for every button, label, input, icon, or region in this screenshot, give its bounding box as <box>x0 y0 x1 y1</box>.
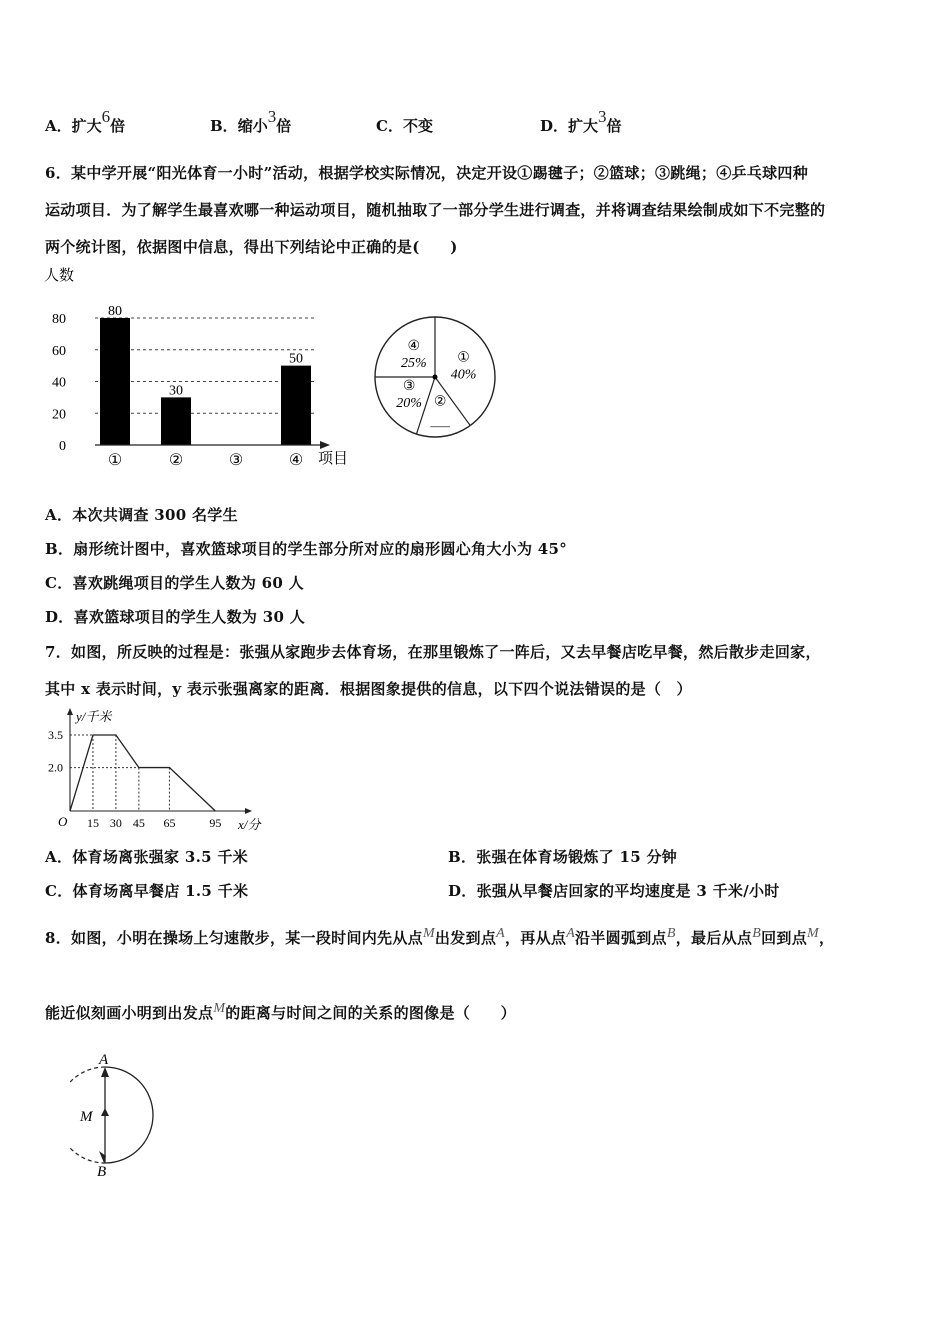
q5-option-a <box>45 107 126 136</box>
pie-chart-slices <box>375 317 495 437</box>
y-tick-label: 20 <box>52 407 66 423</box>
bar-chart-x-arrow <box>320 441 330 449</box>
point-m: M <box>807 926 819 941</box>
stem-text: ，再从点 <box>504 929 567 947</box>
point-m: M <box>422 926 435 941</box>
option-text: 扩大 <box>568 117 599 135</box>
label-b: B <box>97 1164 107 1180</box>
bar-chart-ylabel: 人数 <box>44 268 75 284</box>
q6-option-a: A．本次共调查 300 名学生 <box>45 506 238 524</box>
stem-text: 的距离与时间之间的关系的图像是（ ） <box>225 1004 516 1022</box>
line-graph-axes <box>48 708 262 832</box>
bar-data-label: 30 <box>169 383 183 399</box>
pie-slice-mark: ④ <box>407 338 421 354</box>
stem-text: ， <box>818 929 835 947</box>
option-text: 不变 <box>402 117 433 135</box>
stem-text: 沿半圆弧到点 <box>575 929 667 947</box>
x-tick-label: 65 <box>163 816 176 830</box>
option-number: 3 <box>598 107 607 126</box>
distance-line <box>70 735 215 811</box>
bar-chart-yticks <box>52 312 66 454</box>
option-text: 扩大 <box>71 117 102 135</box>
q6-option-c: C．喜欢跳绳项目的学生人数为 60 人 <box>45 574 304 592</box>
point-a: A <box>566 926 576 941</box>
x-tick-label: 15 <box>86 816 99 830</box>
option-letter: D． <box>540 117 569 135</box>
q5-option-d <box>540 107 622 136</box>
bar-data-label: 50 <box>289 351 303 367</box>
q6-option-d: D．喜欢篮球项目的学生人数为 30 人 <box>45 608 306 626</box>
option-number: 3 <box>267 107 277 126</box>
bar-chart-xticks <box>108 452 303 469</box>
stem-text: 8．如图，小明在操场上匀速散步，某一段时间内先从点 <box>45 929 423 947</box>
bar <box>161 397 191 445</box>
q7-option-a: A．体育场离张强家 3.5 千米 <box>45 848 248 866</box>
bar-chart <box>30 262 360 472</box>
point-b: B <box>666 926 676 941</box>
pie-slice-label: 40% <box>450 367 477 383</box>
circle-path-figure <box>70 1050 170 1180</box>
x-tick-label: ② <box>168 452 184 469</box>
option-number: 6 <box>101 107 111 126</box>
option-text: 倍 <box>606 117 622 135</box>
bar-chart-bars <box>100 304 311 445</box>
y-tick-label: 0 <box>59 439 66 454</box>
q8-stem-line-2 <box>45 1002 516 1023</box>
bar <box>100 318 130 445</box>
stem-text: 出发到点 <box>434 929 497 947</box>
q6-stem-line-2: 运动项目．为了解学生最喜欢哪一种运动项目，随机抽取了一部分学生进行调查，并将调查结果绘制成如下不完整的 <box>45 201 826 219</box>
option-letter: A． <box>45 117 72 135</box>
q5-option-b <box>210 107 292 136</box>
bar-chart-xlabel: 项目 <box>318 451 349 467</box>
y-tick-label: 3.5 <box>48 728 63 742</box>
x-tick-label: 95 <box>209 816 222 830</box>
q6-stem-line-1: 6．某中学开展“阳光体育一小时”活动，根据学校实际情况，决定开设①踢毽子；②篮球；③跳绳；④乒乓球四种 <box>45 164 808 182</box>
option-text: 倍 <box>110 117 126 135</box>
pie-slice-label: 20% <box>396 395 422 411</box>
pie-slice-mark: ③ <box>402 378 416 394</box>
line-graph <box>40 705 280 835</box>
q6-stem-line-3: 两个统计图，依据图中信息，得出下列结论中正确的是( ) <box>45 238 458 256</box>
q6-option-b: B．扇形统计图中，喜欢篮球项目的学生部分所对应的扇形圆心角大小为 45° <box>45 540 568 558</box>
pie-slice-blank: ___ <box>430 413 450 429</box>
q7-option-d: D．张强从早餐店回家的平均速度是 3 千米/小时 <box>448 882 780 900</box>
q7-option-b: B．张强在体育场锻炼了 15 分钟 <box>448 848 678 866</box>
arrow-up-icon <box>101 1067 109 1077</box>
point-m: M <box>213 1001 226 1016</box>
line-graph-xlabel: x/分 <box>238 817 261 832</box>
stem-text: ，最后从点 <box>675 929 753 947</box>
q5-option-c <box>376 115 433 136</box>
x-tick-label: ③ <box>228 452 244 469</box>
pie-center <box>433 375 438 380</box>
x-arrow-icon <box>245 808 252 814</box>
bar-data-label: 80 <box>108 304 122 319</box>
label-m: M <box>80 1109 93 1125</box>
y-tick-label: 40 <box>52 375 66 391</box>
point-a: A <box>496 926 505 941</box>
origin-label: O <box>58 814 68 829</box>
arrow-up-icon <box>101 1108 109 1116</box>
option-letter: B． <box>210 117 238 135</box>
x-tick-label: ④ <box>288 452 304 469</box>
y-tick-label: 60 <box>52 343 66 359</box>
q7-option-c: C．体育场离早餐店 1.5 千米 <box>45 882 249 900</box>
label-a: A <box>99 1052 109 1068</box>
line-graph-ylabel: y/千米 <box>76 709 112 724</box>
q7-stem-line-2: 其中 x 表示时间，y 表示张强离家的距离．根据图象提供的信息，以下四个说法错误的是（ ） <box>45 680 692 698</box>
pie-chart <box>368 310 503 445</box>
x-tick-label: ① <box>107 452 123 469</box>
stem-text: 回到点 <box>761 929 807 947</box>
x-tick-label: 45 <box>132 816 145 830</box>
y-tick-label: 2.0 <box>48 760 63 775</box>
y-tick-label: 80 <box>52 312 66 327</box>
pie-slice-mark: ② <box>433 394 447 410</box>
line-graph-plot <box>70 735 221 830</box>
q8-stem-line-1 <box>45 927 834 948</box>
pie-slice-label: 25% <box>400 355 427 371</box>
solid-semicircle <box>105 1067 153 1163</box>
stem-text: 能近似刻画小明到出发点 <box>45 1004 214 1022</box>
bar <box>281 366 311 445</box>
q7-stem-line-1: 7．如图，所反映的过程是：张强从家跑步去体育场，在那里锻炼了一阵后，又去早餐店吃早餐，然后散步走回家， <box>45 643 821 661</box>
option-letter: C． <box>376 117 403 135</box>
point-b: B <box>752 926 762 941</box>
y-arrow-icon <box>67 708 73 715</box>
option-text: 缩小 <box>237 117 268 135</box>
option-text: 倍 <box>276 117 292 135</box>
pie-slice-mark: ① <box>457 350 470 366</box>
x-tick-label: 30 <box>109 816 122 830</box>
